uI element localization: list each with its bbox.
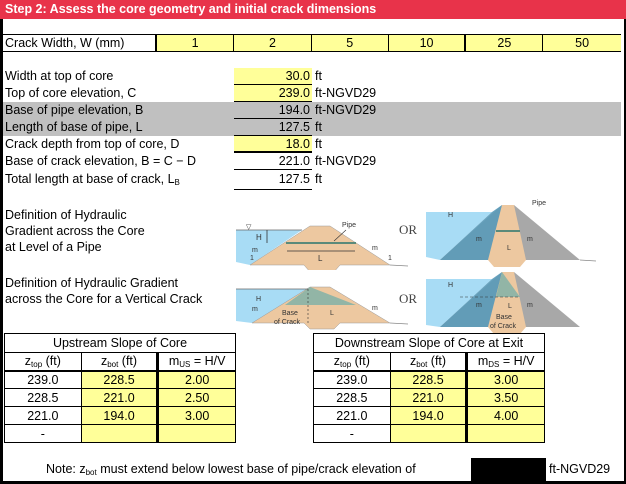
crack-width-label: Crack Width, W (mm) [3, 35, 157, 51]
mus-input[interactable]: 2.00 [158, 371, 236, 389]
crack-narrow-core-diagram [410, 267, 626, 335]
prop-unit: ft [315, 69, 322, 83]
upstream-table-title: Upstream Slope of Core [5, 334, 236, 353]
table-row [314, 371, 545, 389]
crack-width-cell[interactable]: 1 [157, 35, 234, 51]
prop-unit: ft [315, 172, 322, 186]
crack-wide-core-diagram [230, 265, 410, 335]
mds-input[interactable]: 3.50 [467, 389, 545, 407]
prop-base-crack-elevation [3, 153, 621, 170]
prop-label: Top of core elevation, C [5, 86, 137, 100]
crack-width-cell[interactable]: 25 [466, 35, 543, 51]
svg-text:m: m [372, 305, 378, 312]
prop-label: Length of base of pipe, L [5, 120, 143, 134]
col-header-zbot: $z_{bot}$ (ft) [390, 353, 467, 371]
svg-text:m: m [252, 247, 258, 254]
lowest-elevation-redacted-cell [471, 458, 546, 481]
zbot-input[interactable]: 194.0 [390, 407, 467, 425]
diagram-label-base: Base [282, 310, 298, 317]
pipe-narrow-core-diagram [410, 195, 626, 270]
prop-label-text: Total length at base of crack, L [5, 172, 175, 186]
step-header: Step 2: Assess the core geometry and initial crack dimensions [0, 0, 626, 19]
crack-width-cell[interactable]: 10 [389, 35, 466, 51]
prop-top-core-elevation [3, 85, 621, 102]
mds-input[interactable]: 3.00 [467, 371, 545, 389]
crack-width-cell[interactable]: 5 [312, 35, 389, 51]
svg-text:L: L [330, 310, 334, 317]
crack-width-cell[interactable]: 2 [234, 35, 311, 51]
zbot-input[interactable] [81, 425, 158, 443]
ztop-cell: - [314, 425, 391, 443]
prop-unit: ft-NGVD29 [315, 103, 377, 117]
table-row [5, 389, 236, 407]
prop-crack-depth [3, 136, 621, 153]
prop-label: Width at top of core [5, 69, 114, 83]
svg-text:m: m [372, 245, 378, 252]
total-length-base-crack-value: 127.5 [234, 171, 312, 190]
definition-line: Definition of Hydraulic [5, 208, 127, 222]
svg-text:m: m [527, 302, 533, 309]
mus-input[interactable] [158, 425, 236, 443]
mds-input[interactable] [467, 425, 545, 443]
svg-text:m: m [252, 306, 258, 313]
upstream-slope-table [4, 333, 236, 443]
table-row [314, 389, 545, 407]
zbot-note: Note: $z_{bot}$ must extend below lowest base of pipe/crack elevation of [46, 462, 416, 477]
zbot-input[interactable]: 228.5 [81, 371, 158, 389]
crack-width-cell[interactable]: 50 [543, 35, 620, 51]
svg-text:H: H [448, 212, 454, 219]
diagram-label-pipe: Pipe [342, 222, 357, 229]
prop-length-base-pipe [3, 119, 621, 136]
ztop-cell: 239.0 [314, 371, 391, 389]
width-top-core-input[interactable]: 30.0 [234, 68, 312, 85]
definition-line: Definition of Hydraulic Gradient [5, 276, 178, 290]
crack-width-row [3, 34, 621, 52]
base-crack-elevation-value: 221.0 [234, 153, 312, 170]
zbot-input[interactable]: 221.0 [390, 389, 467, 407]
table-row [314, 425, 545, 443]
table-row [314, 407, 545, 425]
svg-text:of Crack: of Crack [490, 323, 517, 330]
mus-input[interactable]: 3.00 [158, 407, 236, 425]
zbot-input[interactable]: 194.0 [81, 407, 158, 425]
ztop-cell: - [5, 425, 82, 443]
svg-text:L: L [508, 303, 512, 310]
downstream-slope-table [313, 333, 545, 443]
or-label: OR [399, 291, 418, 306]
zbot-input[interactable] [390, 425, 467, 443]
length-base-pipe-value: 127.5 [234, 119, 312, 136]
crack-depth-input[interactable]: 18.0 [234, 136, 312, 153]
prop-unit: ft [315, 137, 322, 151]
col-header-ztop: $z_{top}$ (ft) [314, 353, 391, 371]
definition-line: at Level of a Pipe [5, 240, 102, 254]
prop-width-top-core [3, 68, 621, 85]
definition-line: across the Core for a Vertical Crack [5, 292, 203, 306]
prop-label: Crack depth from top of core, D [5, 137, 180, 151]
prop-label [3, 171, 234, 190]
ztop-cell: 228.5 [314, 389, 391, 407]
ztop-cell: 221.0 [5, 407, 82, 425]
prop-unit: ft [315, 120, 322, 134]
definition-line: Gradient across the Core [5, 224, 145, 238]
svg-text:m: m [527, 236, 533, 243]
prop-label: Base of crack elevation, B = C − D [5, 154, 197, 168]
ztop-cell: 239.0 [5, 371, 82, 389]
ztop-cell: 228.5 [5, 389, 82, 407]
pipe-wide-core-diagram [230, 200, 410, 270]
svg-text:1: 1 [250, 255, 254, 262]
note-unit: ft-NGVD29 [549, 462, 611, 476]
diagram-label-l: L [318, 254, 323, 263]
svg-text:H: H [256, 233, 262, 242]
downstream-table-title: Downstream Slope of Core at Exit [314, 334, 545, 353]
svg-text:H: H [448, 282, 454, 289]
crack-gradient-definition [5, 275, 202, 307]
or-label: OR [399, 222, 418, 237]
mus-input[interactable]: 2.50 [158, 389, 236, 407]
prop-label: Base of pipe elevation, B [5, 103, 144, 117]
svg-text:Base: Base [496, 314, 512, 321]
base-pipe-elevation-value: 194.0 [234, 102, 312, 119]
mds-input[interactable]: 4.00 [467, 407, 545, 425]
col-header-ztop: $z_{top}$ (ft) [5, 353, 82, 371]
ztop-cell: 221.0 [314, 407, 391, 425]
svg-text:m: m [476, 302, 482, 309]
zbot-input[interactable]: 228.5 [390, 371, 467, 389]
svg-text:1: 1 [388, 255, 392, 262]
table-row [5, 425, 236, 443]
prop-base-pipe-elevation [3, 102, 621, 119]
prop-label-subscript: B [174, 178, 180, 187]
col-header-mds: $m_{DS} = H/V$ [467, 353, 545, 371]
zbot-input[interactable]: 221.0 [81, 389, 158, 407]
prop-unit: ft-NGVD29 [315, 154, 377, 168]
table-row [5, 407, 236, 425]
prop-total-length-base-crack [3, 171, 621, 190]
col-header-mus: $m_{US} = H/V$ [158, 353, 236, 371]
pipe-gradient-definition [5, 207, 145, 255]
table-row [5, 371, 236, 389]
svg-text:Pipe: Pipe [532, 200, 547, 207]
diagram-label-of-crack: of Crack [274, 319, 301, 326]
svg-text:▽: ▽ [246, 224, 252, 231]
svg-text:m: m [476, 236, 482, 243]
prop-unit: ft-NGVD29 [315, 86, 377, 100]
svg-text:H: H [256, 296, 262, 303]
col-header-zbot: $z_{bot}$ (ft) [81, 353, 158, 371]
top-core-elevation-input[interactable]: 239.0 [234, 85, 312, 102]
svg-text:L: L [507, 245, 511, 252]
